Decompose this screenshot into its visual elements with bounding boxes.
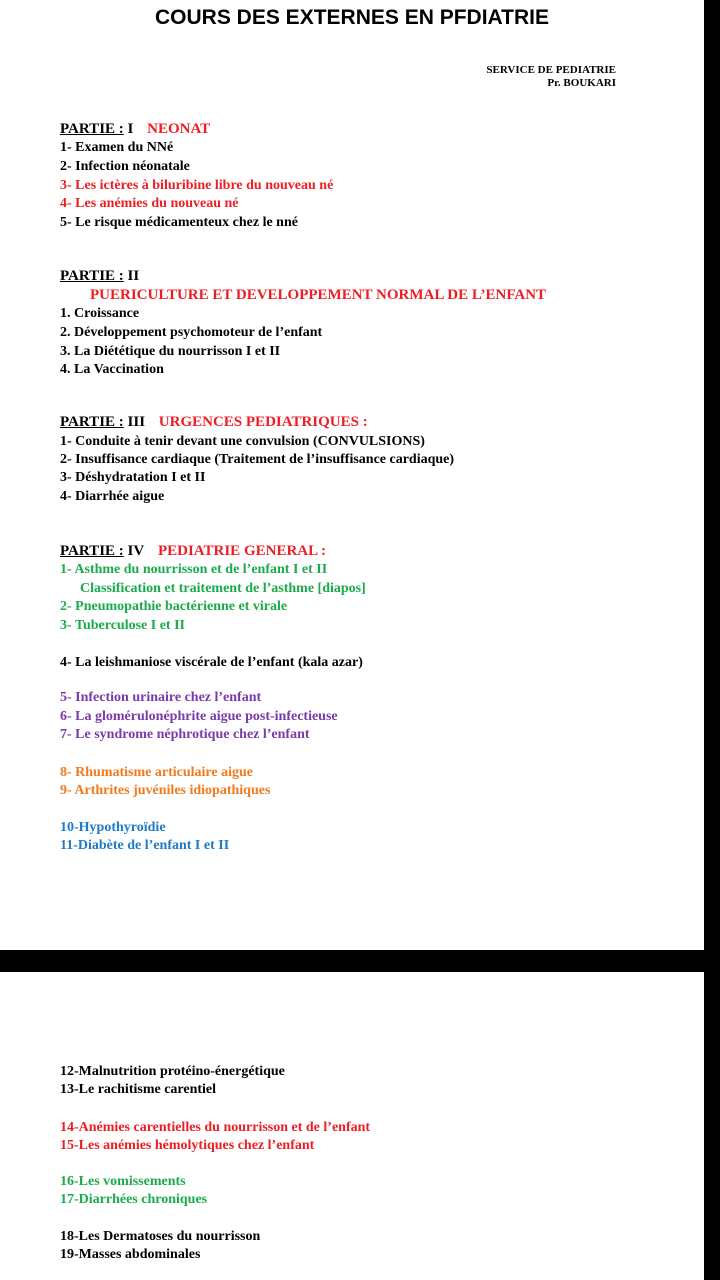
partie-number: IV (127, 543, 145, 559)
list-item: 16-Les vomissements (60, 1174, 186, 1189)
list-item: 12-Malnutrition protéino-énergétique (60, 1064, 285, 1079)
list-item: 3- Les ictères à biluribine libre du nouveau né (60, 178, 334, 193)
partie-heading: PUERICULTURE ET DEVELOPPEMENT NORMAL DE L’ENFANT (90, 287, 547, 303)
partie-4-header (60, 543, 326, 560)
list-item: Classification et traitement de l’asthme [diapos] (80, 581, 366, 596)
list-item: 2. Développement psychomoteur de l’enfant (60, 325, 323, 340)
list-item: 1- Examen du NNé (60, 140, 174, 155)
service-name: SERVICE DE PEDIATRIE (486, 64, 616, 76)
partie-label: PARTIE : (60, 268, 124, 284)
list-item: 8- Rhumatisme articulaire aigue (60, 765, 253, 780)
partie-heading: URGENCES PEDIATRIQUES : (158, 414, 368, 430)
partie-heading: PEDIATRIE GENERAL : (157, 543, 327, 559)
list-item: 15-Les anémies hémolytiques chez l’enfant (60, 1138, 315, 1153)
partie-3-header (60, 414, 368, 431)
partie-number: III (127, 414, 146, 430)
partie-label: PARTIE : (60, 121, 124, 137)
list-item: 3- Tuberculose I et II (60, 618, 185, 633)
list-item: 1- Asthme du nourrisson et de l’enfant I et II (60, 562, 328, 577)
partie-1-header (60, 121, 210, 138)
list-item: 2- Pneumopathie bactérienne et virale (60, 599, 288, 614)
list-item: 19-Masses abdominales (60, 1247, 201, 1262)
list-item: 9- Arthrites juvéniles idiopathiques (60, 783, 271, 798)
service-block (486, 64, 616, 90)
list-item: 13-Le rachitisme carentiel (60, 1082, 217, 1097)
partie-number: II (127, 268, 140, 284)
list-item: 3. La Diététique du nourrisson I et II (60, 344, 281, 359)
partie-2-header (60, 268, 139, 285)
list-item: 3- Déshydratation I et II (60, 470, 206, 485)
list-item: 17-Diarrhées chroniques (60, 1192, 208, 1207)
list-item: 2- Insuffisance cardiaque (Traitement de l’insuffisance cardiaque) (60, 452, 455, 467)
partie-label: PARTIE : (60, 543, 124, 559)
list-item: 6- La glomérulonéphrite aigue post-infectieuse (60, 709, 338, 724)
list-item: 1- Conduite à tenir devant une convulsion (CONVULSIONS) (60, 434, 425, 449)
partie-heading: NEONAT (147, 121, 211, 137)
list-item: 1. Croissance (60, 306, 140, 321)
list-item: 4. La Vaccination (60, 362, 164, 377)
list-item: 4- Diarrhée aigue (60, 489, 165, 504)
document-title: COURS DES EXTERNES EN PFDIATRIE (155, 6, 549, 29)
list-item: 7- Le syndrome néphrotique chez l’enfant (60, 727, 310, 742)
list-item: 11-Diabète de l’enfant I et II (60, 838, 230, 853)
list-item: 4- La leishmaniose viscérale de l’enfant (kala azar) (60, 655, 363, 670)
list-item: 18-Les Dermatoses du nourrisson (60, 1229, 261, 1244)
list-item: 2- Infection néonatale (60, 159, 190, 174)
list-item: 5- Infection urinaire chez l’enfant (60, 690, 262, 705)
list-item: 10-Hypothyroïdie (60, 820, 166, 835)
partie-label: PARTIE : (60, 414, 124, 430)
professor-name: Pr. BOUKARI (547, 77, 616, 89)
document-page-2 (0, 972, 704, 1280)
list-item: 5- Le risque médicamenteux chez le nné (60, 215, 298, 230)
list-item: 4- Les anémies du nouveau né (60, 196, 239, 211)
list-item: 14-Anémies carentielles du nourrisson et de l’enfant (60, 1120, 371, 1135)
partie-number: I (127, 121, 134, 137)
